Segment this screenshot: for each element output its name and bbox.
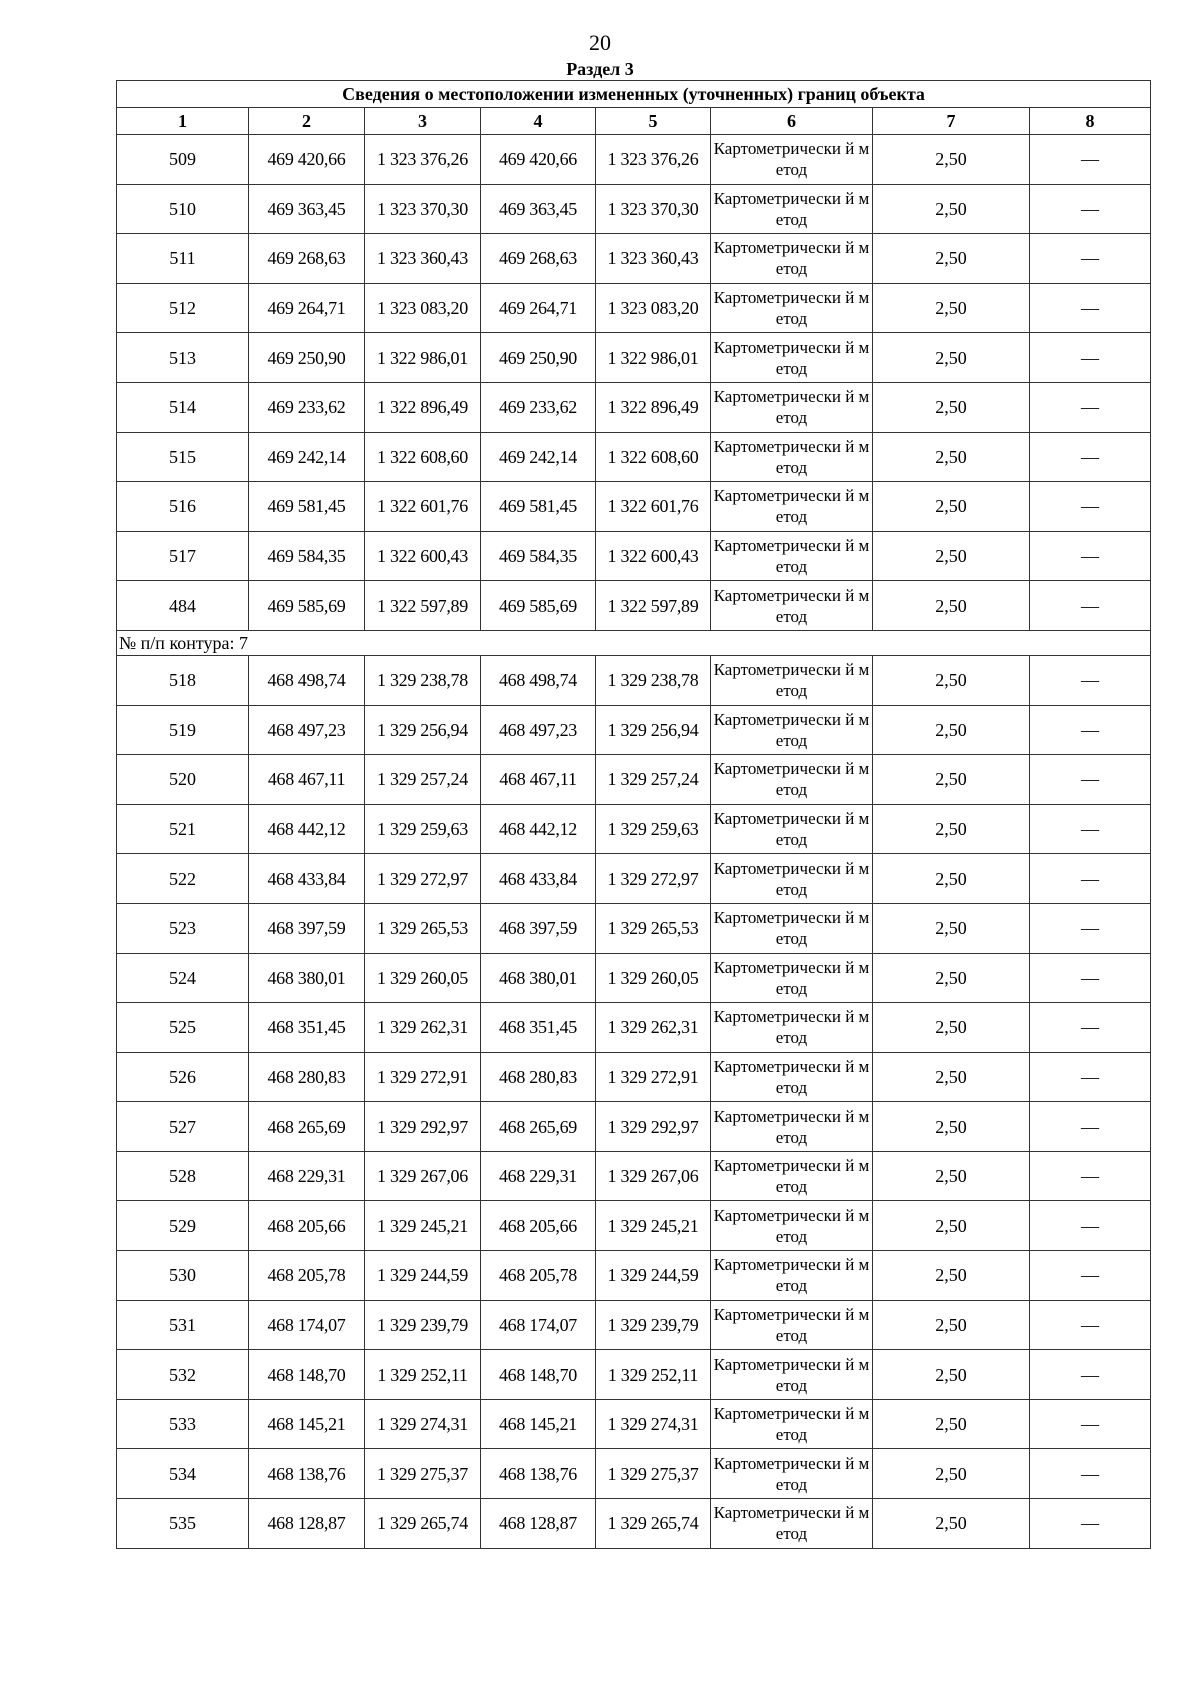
table-row <box>117 705 1151 755</box>
y-new-cell: 1 322 608,60 <box>596 432 711 482</box>
table-row <box>117 1201 1151 1251</box>
x-new-cell: 468 433,84 <box>481 854 596 904</box>
y-new-cell: 1 329 244,59 <box>596 1251 711 1301</box>
table-row <box>117 854 1151 904</box>
section-title: Раздел 3 <box>566 59 634 79</box>
table-row <box>117 804 1151 854</box>
x-existing-cell: 468 205,78 <box>249 1251 365 1301</box>
x-new-cell: 469 585,69 <box>481 581 596 631</box>
y-new-cell: 1 329 265,74 <box>596 1499 711 1549</box>
y-new-cell: 1 329 238,78 <box>596 655 711 705</box>
description-cell: — <box>1030 1251 1151 1301</box>
method-cell: Картометрически й метод <box>711 1151 873 1201</box>
description-cell: — <box>1030 1300 1151 1350</box>
method-cell: Картометрически й метод <box>711 1300 873 1350</box>
x-existing-cell: 469 363,45 <box>249 184 365 234</box>
y-existing-cell: 1 322 601,76 <box>365 482 481 532</box>
x-new-cell: 468 280,83 <box>481 1052 596 1102</box>
x-new-cell: 469 268,63 <box>481 234 596 284</box>
description-cell: — <box>1030 1151 1151 1201</box>
description-cell: — <box>1030 854 1151 904</box>
accuracy-cell: 2,50 <box>873 1399 1030 1449</box>
accuracy-cell: 2,50 <box>873 953 1030 1003</box>
accuracy-cell: 2,50 <box>873 333 1030 383</box>
description-cell: — <box>1030 581 1151 631</box>
y-new-cell: 1 322 597,89 <box>596 581 711 631</box>
method-cell: Картометрически й метод <box>711 333 873 383</box>
y-existing-cell: 1 329 260,05 <box>365 953 481 1003</box>
table-row <box>117 1399 1151 1449</box>
description-cell: — <box>1030 432 1151 482</box>
x-new-cell: 469 581,45 <box>481 482 596 532</box>
description-cell: — <box>1030 705 1151 755</box>
x-new-cell: 468 148,70 <box>481 1350 596 1400</box>
y-new-cell: 1 329 275,37 <box>596 1449 711 1499</box>
contour-row <box>117 630 1151 655</box>
column-header: 6 <box>711 108 873 135</box>
y-new-cell: 1 329 262,31 <box>596 1003 711 1053</box>
method-cell: Картометрически й метод <box>711 482 873 532</box>
column-header: 8 <box>1030 108 1151 135</box>
y-existing-cell: 1 329 292,97 <box>365 1102 481 1152</box>
table-row <box>117 1350 1151 1400</box>
point-number-cell: 532 <box>117 1350 249 1400</box>
point-number-cell: 535 <box>117 1499 249 1549</box>
x-new-cell: 469 264,71 <box>481 283 596 333</box>
y-new-cell: 1 329 260,05 <box>596 953 711 1003</box>
y-new-cell: 1 329 267,06 <box>596 1151 711 1201</box>
x-new-cell: 468 442,12 <box>481 804 596 854</box>
method-cell: Картометрически й метод <box>711 1201 873 1251</box>
y-existing-cell: 1 329 267,06 <box>365 1151 481 1201</box>
x-existing-cell: 468 148,70 <box>249 1350 365 1400</box>
accuracy-cell: 2,50 <box>873 382 1030 432</box>
y-existing-cell: 1 329 274,31 <box>365 1399 481 1449</box>
y-existing-cell: 1 323 376,26 <box>365 135 481 185</box>
x-existing-cell: 468 351,45 <box>249 1003 365 1053</box>
x-new-cell: 469 420,66 <box>481 135 596 185</box>
y-new-cell: 1 329 265,53 <box>596 903 711 953</box>
y-existing-cell: 1 322 986,01 <box>365 333 481 383</box>
y-new-cell: 1 322 600,43 <box>596 531 711 581</box>
description-cell: — <box>1030 234 1151 284</box>
y-new-cell: 1 323 376,26 <box>596 135 711 185</box>
accuracy-cell: 2,50 <box>873 705 1030 755</box>
description-cell: — <box>1030 755 1151 805</box>
x-existing-cell: 468 205,66 <box>249 1201 365 1251</box>
y-existing-cell: 1 322 597,89 <box>365 581 481 631</box>
table-row <box>117 531 1151 581</box>
accuracy-cell: 2,50 <box>873 1499 1030 1549</box>
x-new-cell: 468 145,21 <box>481 1399 596 1449</box>
table-row <box>117 953 1151 1003</box>
page-number: 20 <box>589 30 611 55</box>
y-existing-cell: 1 322 608,60 <box>365 432 481 482</box>
point-number-cell: 525 <box>117 1003 249 1053</box>
point-number-cell: 527 <box>117 1102 249 1152</box>
x-new-cell: 468 467,11 <box>481 755 596 805</box>
point-number-cell: 531 <box>117 1300 249 1350</box>
x-existing-cell: 468 497,23 <box>249 705 365 755</box>
description-cell: — <box>1030 1399 1151 1449</box>
accuracy-cell: 2,50 <box>873 1300 1030 1350</box>
method-cell: Картометрически й метод <box>711 432 873 482</box>
method-cell: Картометрически й метод <box>711 1003 873 1053</box>
method-cell: Картометрически й метод <box>711 581 873 631</box>
x-existing-cell: 469 268,63 <box>249 234 365 284</box>
point-number-cell: 512 <box>117 283 249 333</box>
description-cell: — <box>1030 1201 1151 1251</box>
point-number-cell: 520 <box>117 755 249 805</box>
x-new-cell: 469 250,90 <box>481 333 596 383</box>
accuracy-cell: 2,50 <box>873 581 1030 631</box>
accuracy-cell: 2,50 <box>873 1350 1030 1400</box>
description-cell: — <box>1030 1449 1151 1499</box>
description-cell: — <box>1030 283 1151 333</box>
point-number-cell: 515 <box>117 432 249 482</box>
table-row <box>117 1102 1151 1152</box>
method-cell: Картометрически й метод <box>711 1052 873 1102</box>
point-number-cell: 517 <box>117 531 249 581</box>
table-row <box>117 234 1151 284</box>
method-cell: Картометрически й метод <box>711 804 873 854</box>
accuracy-cell: 2,50 <box>873 903 1030 953</box>
x-existing-cell: 469 585,69 <box>249 581 365 631</box>
method-cell: Картометрически й метод <box>711 184 873 234</box>
x-new-cell: 468 128,87 <box>481 1499 596 1549</box>
point-number-cell: 511 <box>117 234 249 284</box>
y-new-cell: 1 322 601,76 <box>596 482 711 532</box>
y-existing-cell: 1 329 256,94 <box>365 705 481 755</box>
table-row <box>117 1449 1151 1499</box>
accuracy-cell: 2,50 <box>873 804 1030 854</box>
description-cell: — <box>1030 1003 1151 1053</box>
x-new-cell: 469 363,45 <box>481 184 596 234</box>
column-header: 1 <box>117 108 249 135</box>
table-row <box>117 283 1151 333</box>
y-new-cell: 1 329 245,21 <box>596 1201 711 1251</box>
point-number-cell: 514 <box>117 382 249 432</box>
description-cell: — <box>1030 135 1151 185</box>
y-existing-cell: 1 329 239,79 <box>365 1300 481 1350</box>
y-existing-cell: 1 323 083,20 <box>365 283 481 333</box>
x-existing-cell: 469 264,71 <box>249 283 365 333</box>
point-number-cell: 509 <box>117 135 249 185</box>
description-cell: — <box>1030 1052 1151 1102</box>
table-row <box>117 655 1151 705</box>
y-new-cell: 1 323 370,30 <box>596 184 711 234</box>
y-new-cell: 1 329 256,94 <box>596 705 711 755</box>
x-existing-cell: 469 250,90 <box>249 333 365 383</box>
contour-label: № п/п контура: 7 <box>117 630 1151 655</box>
table-caption-row <box>117 81 1151 108</box>
x-new-cell: 468 205,78 <box>481 1251 596 1301</box>
point-number-cell: 523 <box>117 903 249 953</box>
accuracy-cell: 2,50 <box>873 135 1030 185</box>
column-header: 2 <box>249 108 365 135</box>
point-number-cell: 484 <box>117 581 249 631</box>
y-new-cell: 1 323 360,43 <box>596 234 711 284</box>
y-existing-cell: 1 329 272,91 <box>365 1052 481 1102</box>
y-new-cell: 1 329 257,24 <box>596 755 711 805</box>
method-cell: Картометрически й метод <box>711 135 873 185</box>
method-cell: Картометрически й метод <box>711 953 873 1003</box>
x-existing-cell: 469 233,62 <box>249 382 365 432</box>
x-new-cell: 468 229,31 <box>481 1151 596 1201</box>
table-row <box>117 1499 1151 1549</box>
accuracy-cell: 2,50 <box>873 1251 1030 1301</box>
table-row <box>117 1251 1151 1301</box>
y-existing-cell: 1 323 360,43 <box>365 234 481 284</box>
table-row <box>117 135 1151 185</box>
accuracy-cell: 2,50 <box>873 432 1030 482</box>
point-number-cell: 522 <box>117 854 249 904</box>
y-new-cell: 1 329 272,91 <box>596 1052 711 1102</box>
x-existing-cell: 469 242,14 <box>249 432 365 482</box>
y-existing-cell: 1 329 272,97 <box>365 854 481 904</box>
y-new-cell: 1 323 083,20 <box>596 283 711 333</box>
table-row <box>117 755 1151 805</box>
accuracy-cell: 2,50 <box>873 1151 1030 1201</box>
table-row <box>117 333 1151 383</box>
point-number-cell: 524 <box>117 953 249 1003</box>
point-number-cell: 518 <box>117 655 249 705</box>
description-cell: — <box>1030 482 1151 532</box>
method-cell: Картометрически й метод <box>711 1350 873 1400</box>
column-header: 3 <box>365 108 481 135</box>
accuracy-cell: 2,50 <box>873 1449 1030 1499</box>
y-new-cell: 1 329 239,79 <box>596 1300 711 1350</box>
method-cell: Картометрически й метод <box>711 1499 873 1549</box>
table-row <box>117 1151 1151 1201</box>
point-number-cell: 510 <box>117 184 249 234</box>
column-header: 7 <box>873 108 1030 135</box>
x-existing-cell: 468 265,69 <box>249 1102 365 1152</box>
description-cell: — <box>1030 333 1151 383</box>
x-existing-cell: 469 420,66 <box>249 135 365 185</box>
description-cell: — <box>1030 382 1151 432</box>
y-existing-cell: 1 329 245,21 <box>365 1201 481 1251</box>
x-new-cell: 468 174,07 <box>481 1300 596 1350</box>
x-existing-cell: 468 280,83 <box>249 1052 365 1102</box>
table-row <box>117 432 1151 482</box>
x-new-cell: 468 397,59 <box>481 903 596 953</box>
point-number-cell: 528 <box>117 1151 249 1201</box>
x-existing-cell: 468 498,74 <box>249 655 365 705</box>
x-new-cell: 468 498,74 <box>481 655 596 705</box>
method-cell: Картометрически й метод <box>711 1449 873 1499</box>
x-existing-cell: 468 467,11 <box>249 755 365 805</box>
table-header-row <box>117 108 1151 135</box>
x-existing-cell: 468 397,59 <box>249 903 365 953</box>
x-existing-cell: 468 229,31 <box>249 1151 365 1201</box>
method-cell: Картометрически й метод <box>711 234 873 284</box>
y-existing-cell: 1 329 265,53 <box>365 903 481 953</box>
x-existing-cell: 468 138,76 <box>249 1449 365 1499</box>
method-cell: Картометрически й метод <box>711 854 873 904</box>
y-existing-cell: 1 322 896,49 <box>365 382 481 432</box>
x-new-cell: 468 380,01 <box>481 953 596 1003</box>
accuracy-cell: 2,50 <box>873 1003 1030 1053</box>
description-cell: — <box>1030 903 1151 953</box>
table-row <box>117 1052 1151 1102</box>
method-cell: Картометрически й метод <box>711 705 873 755</box>
accuracy-cell: 2,50 <box>873 1052 1030 1102</box>
y-new-cell: 1 329 272,97 <box>596 854 711 904</box>
point-number-cell: 533 <box>117 1399 249 1449</box>
table-row <box>117 482 1151 532</box>
table-row <box>117 382 1151 432</box>
x-new-cell: 468 205,66 <box>481 1201 596 1251</box>
description-cell: — <box>1030 655 1151 705</box>
method-cell: Картометрически й метод <box>711 531 873 581</box>
description-cell: — <box>1030 531 1151 581</box>
y-existing-cell: 1 329 252,11 <box>365 1350 481 1400</box>
y-existing-cell: 1 322 600,43 <box>365 531 481 581</box>
point-number-cell: 521 <box>117 804 249 854</box>
x-new-cell: 468 138,76 <box>481 1449 596 1499</box>
y-new-cell: 1 329 252,11 <box>596 1350 711 1400</box>
description-cell: — <box>1030 953 1151 1003</box>
y-existing-cell: 1 329 244,59 <box>365 1251 481 1301</box>
y-new-cell: 1 329 292,97 <box>596 1102 711 1152</box>
method-cell: Картометрически й метод <box>711 655 873 705</box>
table-row <box>117 1003 1151 1053</box>
description-cell: — <box>1030 1350 1151 1400</box>
accuracy-cell: 2,50 <box>873 234 1030 284</box>
x-existing-cell: 468 128,87 <box>249 1499 365 1549</box>
x-existing-cell: 468 174,07 <box>249 1300 365 1350</box>
method-cell: Картометрически й метод <box>711 1102 873 1152</box>
x-new-cell: 469 584,35 <box>481 531 596 581</box>
description-cell: — <box>1030 1499 1151 1549</box>
point-number-cell: 534 <box>117 1449 249 1499</box>
accuracy-cell: 2,50 <box>873 655 1030 705</box>
x-existing-cell: 468 433,84 <box>249 854 365 904</box>
x-new-cell: 468 497,23 <box>481 705 596 755</box>
x-existing-cell: 468 380,01 <box>249 953 365 1003</box>
y-existing-cell: 1 329 275,37 <box>365 1449 481 1499</box>
table-row <box>117 581 1151 631</box>
y-new-cell: 1 329 259,63 <box>596 804 711 854</box>
description-cell: — <box>1030 804 1151 854</box>
point-number-cell: 516 <box>117 482 249 532</box>
x-existing-cell: 469 581,45 <box>249 482 365 532</box>
description-cell: — <box>1030 184 1151 234</box>
method-cell: Картометрически й метод <box>711 283 873 333</box>
column-header: 5 <box>596 108 711 135</box>
point-number-cell: 526 <box>117 1052 249 1102</box>
y-existing-cell: 1 329 265,74 <box>365 1499 481 1549</box>
x-existing-cell: 468 442,12 <box>249 804 365 854</box>
y-existing-cell: 1 329 262,31 <box>365 1003 481 1053</box>
accuracy-cell: 2,50 <box>873 531 1030 581</box>
method-cell: Картометрически й метод <box>711 1251 873 1301</box>
table-row <box>117 903 1151 953</box>
point-number-cell: 529 <box>117 1201 249 1251</box>
y-new-cell: 1 322 896,49 <box>596 382 711 432</box>
accuracy-cell: 2,50 <box>873 755 1030 805</box>
table-caption: Сведения о местоположении измененных (уточненных) границ объекта <box>117 81 1151 108</box>
method-cell: Картометрически й метод <box>711 755 873 805</box>
accuracy-cell: 2,50 <box>873 184 1030 234</box>
method-cell: Картометрически й метод <box>711 382 873 432</box>
x-new-cell: 468 265,69 <box>481 1102 596 1152</box>
coordinates-table <box>116 80 1151 1549</box>
x-new-cell: 469 242,14 <box>481 432 596 482</box>
table-row <box>117 1300 1151 1350</box>
point-number-cell: 530 <box>117 1251 249 1301</box>
y-existing-cell: 1 323 370,30 <box>365 184 481 234</box>
y-new-cell: 1 329 274,31 <box>596 1399 711 1449</box>
y-existing-cell: 1 329 238,78 <box>365 655 481 705</box>
point-number-cell: 519 <box>117 705 249 755</box>
x-new-cell: 468 351,45 <box>481 1003 596 1053</box>
x-new-cell: 469 233,62 <box>481 382 596 432</box>
description-cell: — <box>1030 1102 1151 1152</box>
table-body <box>117 135 1151 1549</box>
column-header: 4 <box>481 108 596 135</box>
point-number-cell: 513 <box>117 333 249 383</box>
y-new-cell: 1 322 986,01 <box>596 333 711 383</box>
y-existing-cell: 1 329 259,63 <box>365 804 481 854</box>
method-cell: Картометрически й метод <box>711 1399 873 1449</box>
method-cell: Картометрически й метод <box>711 903 873 953</box>
accuracy-cell: 2,50 <box>873 1201 1030 1251</box>
table-row <box>117 184 1151 234</box>
x-existing-cell: 469 584,35 <box>249 531 365 581</box>
x-existing-cell: 468 145,21 <box>249 1399 365 1449</box>
accuracy-cell: 2,50 <box>873 1102 1030 1152</box>
y-existing-cell: 1 329 257,24 <box>365 755 481 805</box>
accuracy-cell: 2,50 <box>873 482 1030 532</box>
accuracy-cell: 2,50 <box>873 283 1030 333</box>
accuracy-cell: 2,50 <box>873 854 1030 904</box>
